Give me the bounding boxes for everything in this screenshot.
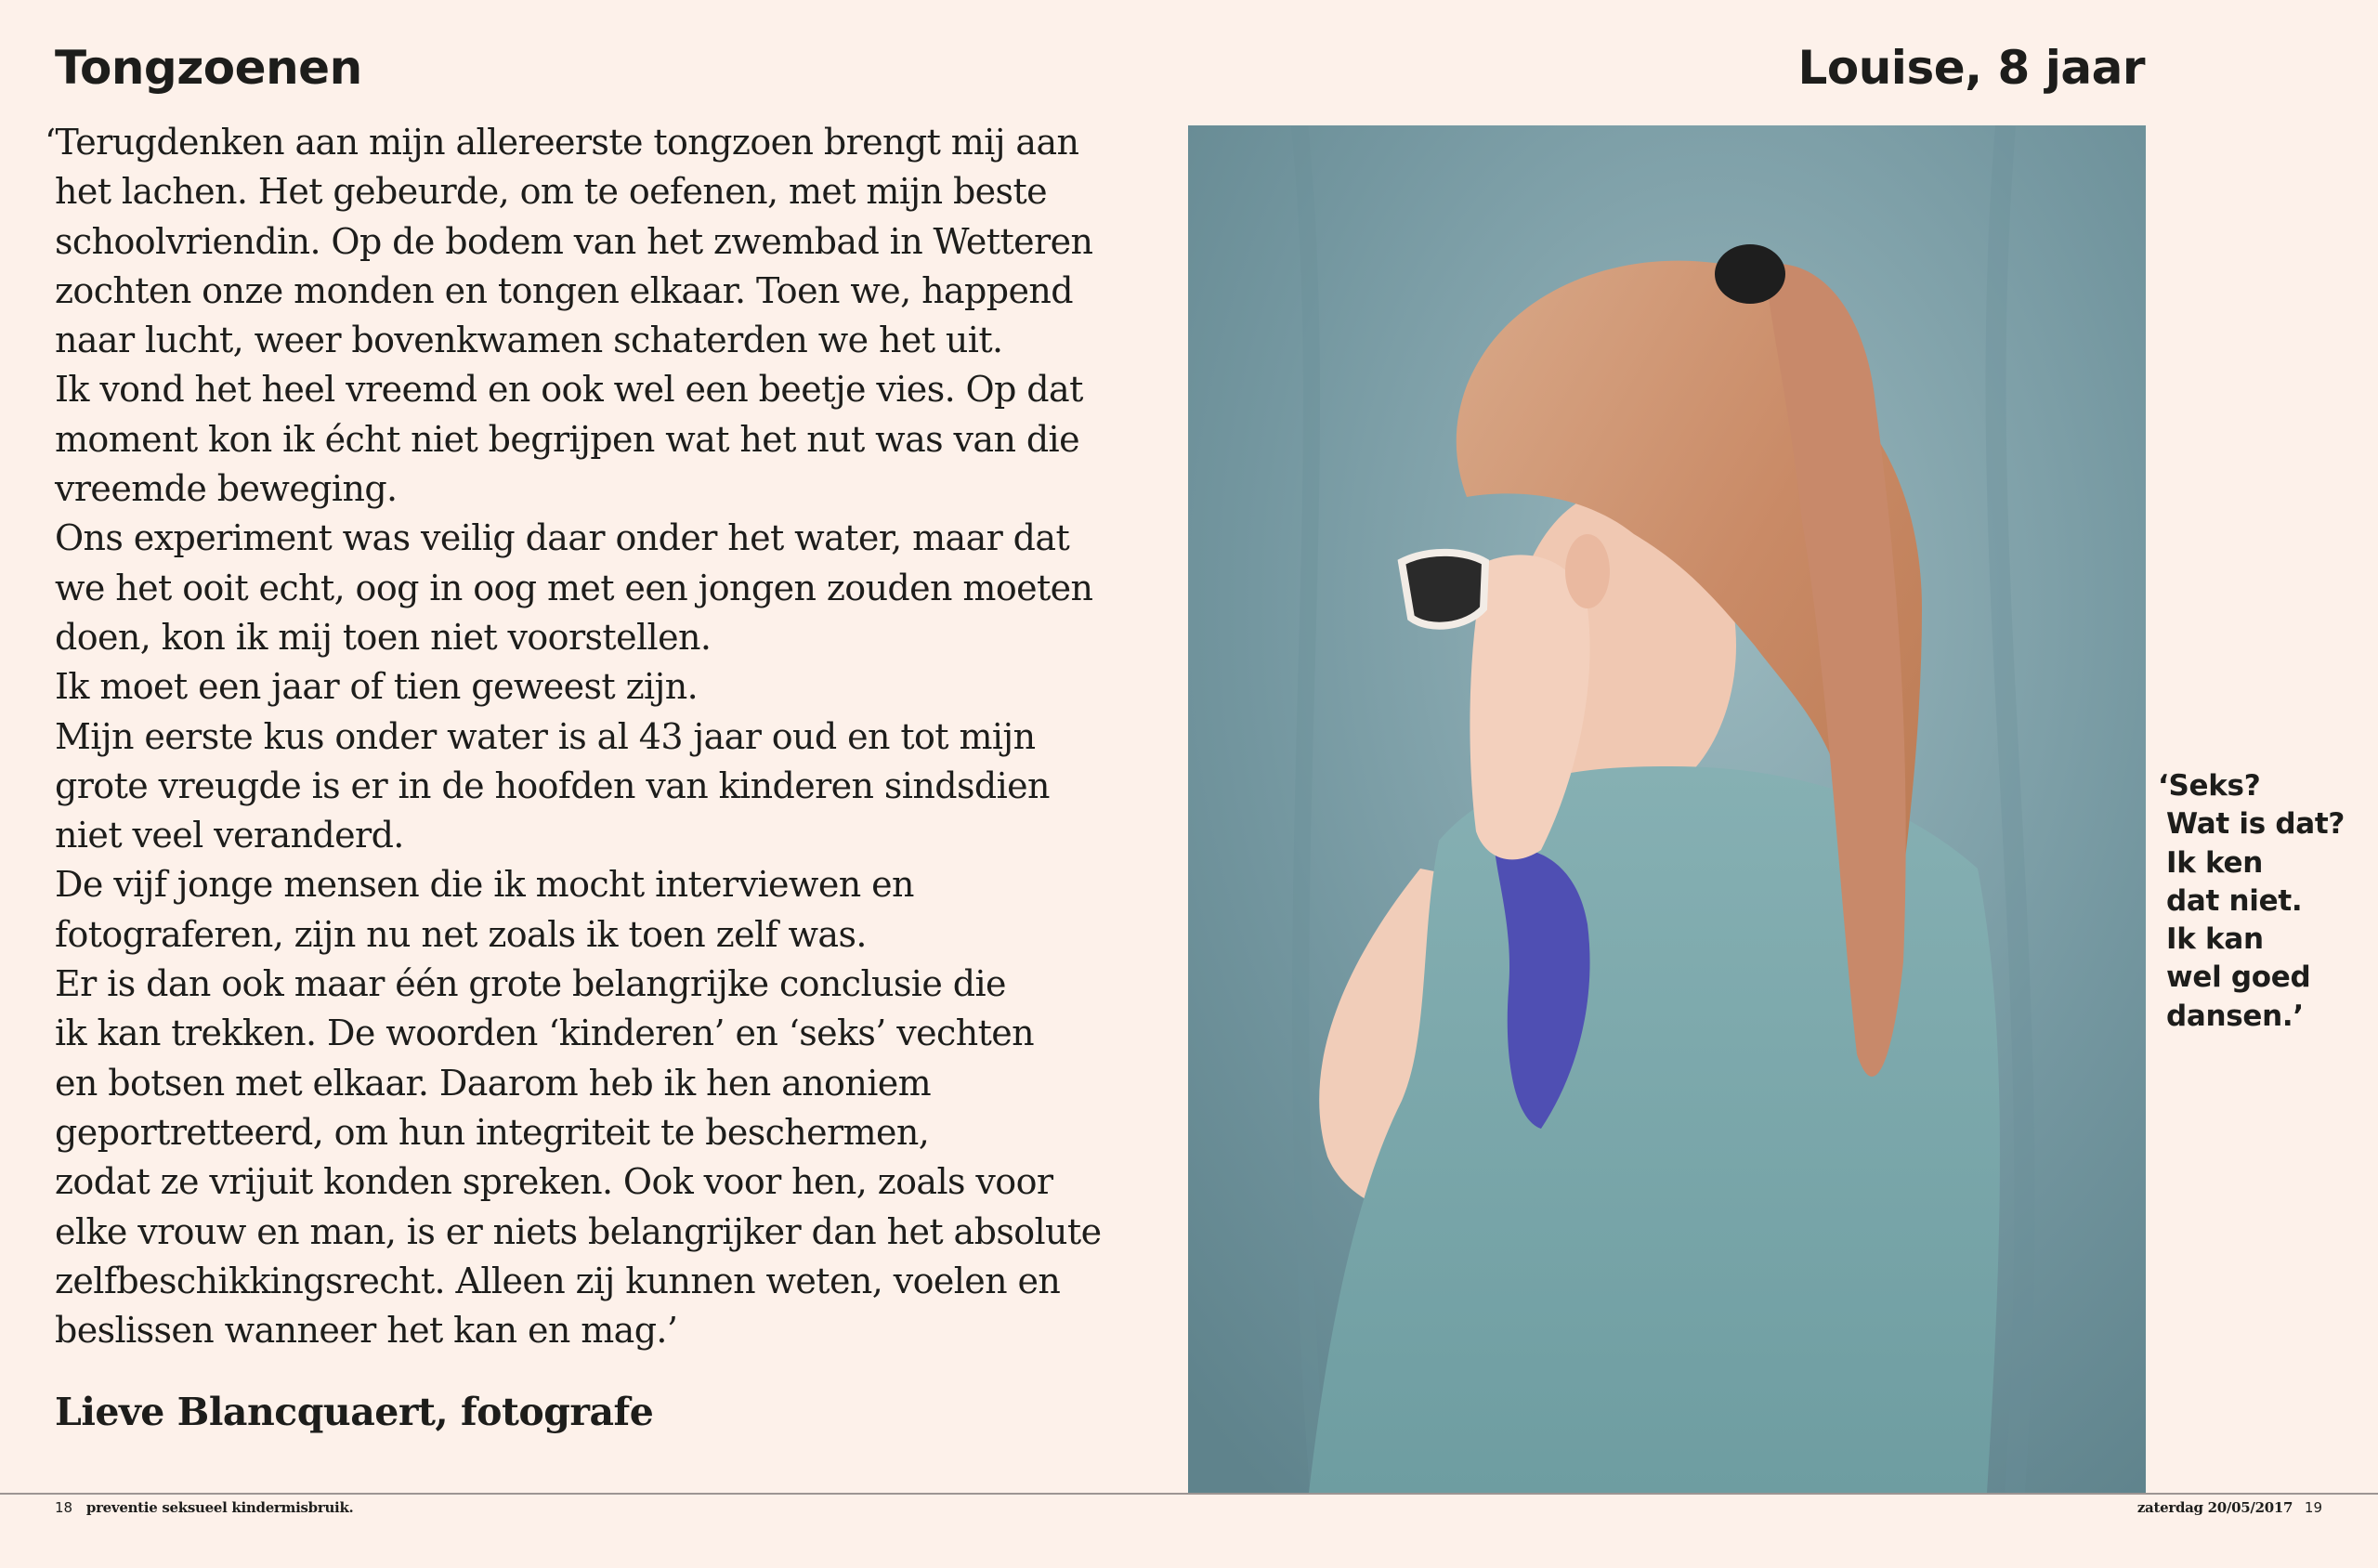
- section-name: preventie seksueel kindermisbruik.: [85, 1499, 354, 1516]
- body-line: naar lucht, weer bovenkwamen schaterden we het uit.: [55, 320, 1003, 361]
- body-line: De vijf jonge mensen die ik mocht interviewen en: [55, 864, 914, 906]
- body-line: schoolvriendin. Op de bodem van het zwembad in Wetteren: [55, 220, 1093, 262]
- body-line: elke vrouw en man, is er niets belangrijker dan het absolute: [55, 1210, 1102, 1252]
- quote-line: dansen.’: [2166, 999, 2304, 1033]
- page-number-left: 18: [55, 1499, 73, 1516]
- quote-line: dat niet.: [2166, 883, 2303, 918]
- footer-left: [55, 1499, 353, 1516]
- body-line: we het ooit echt, oog in oog met een jongen zouden moeten: [55, 567, 1093, 608]
- portrait-photo: [1188, 125, 2146, 1493]
- quote-line: wel goed: [2166, 960, 2311, 995]
- body-line: zodat ze vrijuit konden spreken. Ook voor hen, zoals voor: [55, 1161, 1053, 1203]
- quote-line: Ik ken: [2166, 845, 2264, 880]
- body-line: Mijn eerste kus onder water is al 43 jaar oud en tot mijn: [55, 715, 1036, 757]
- body-line: Ik moet een jaar of tien geweest zijn.: [55, 666, 699, 708]
- body-line: doen, kon ik mij toen niet voorstellen.: [55, 616, 712, 658]
- body-line: beslissen wanneer het kan en mag.’: [55, 1310, 678, 1352]
- portrait-title: Louise, 8 jaar: [1797, 41, 2145, 95]
- body-line: vreemde beweging.: [55, 468, 398, 510]
- issue-date: zaterdag 20/05/2017: [2136, 1499, 2293, 1516]
- author-signature: Lieve Blancquaert, fotografe: [55, 1390, 654, 1434]
- body-line: moment kon ik écht niet begrijpen wat het nut was van die: [55, 418, 1079, 460]
- body-line: grote vreugde is er in de hoofden van kinderen sindsdien: [55, 764, 1050, 806]
- body-line: en botsen met elkaar. Daarom heb ik hen anoniem: [55, 1062, 932, 1104]
- portrait-illustration: [1188, 125, 2146, 1493]
- body-line: Ik vond het heel vreemd en ook wel een beetje vies. Op dat: [55, 369, 1083, 411]
- body-line: zelfbeschikkingsrecht. Alleen zij kunnen weten, voelen en: [55, 1260, 1061, 1301]
- footer-right: [2137, 1499, 2322, 1516]
- body-line: ‘Terugdenken aan mijn allereerste tongzoen brengt mij aan: [45, 122, 1079, 163]
- body-line: Ons experiment was veilig daar onder het water, maar dat: [55, 517, 1070, 559]
- body-line: het lachen. Het gebeurde, om te oefenen, met mijn beste: [55, 171, 1048, 213]
- footer-divider: [0, 1493, 2378, 1495]
- body-line: Er is dan ook maar één grote belangrijke conclusie die: [55, 963, 1006, 1005]
- quote-line: Ik kan: [2166, 922, 2264, 957]
- quote-line: Wat is dat?: [2166, 807, 2345, 842]
- body-line: geportretteerd, om hun integriteit te beschermen,: [55, 1111, 930, 1153]
- body-line: zochten onze monden en tongen elkaar. Toen we, happend: [55, 269, 1073, 311]
- page-number-right: 19: [2304, 1499, 2322, 1516]
- portrait-quote: [2158, 767, 2371, 1036]
- body-line: niet veel veranderd.: [55, 815, 404, 856]
- body-line: ik kan trekken. De woorden ‘kinderen’ en ‘seks’ vechten: [55, 1013, 1035, 1054]
- article-body: [45, 118, 1141, 1355]
- body-line: fotograferen, zijn nu net zoals ik toen zelf was.: [55, 913, 867, 955]
- quote-line: ‘Seks?: [2158, 769, 2261, 803]
- article-headline: Tongzoenen: [55, 41, 362, 95]
